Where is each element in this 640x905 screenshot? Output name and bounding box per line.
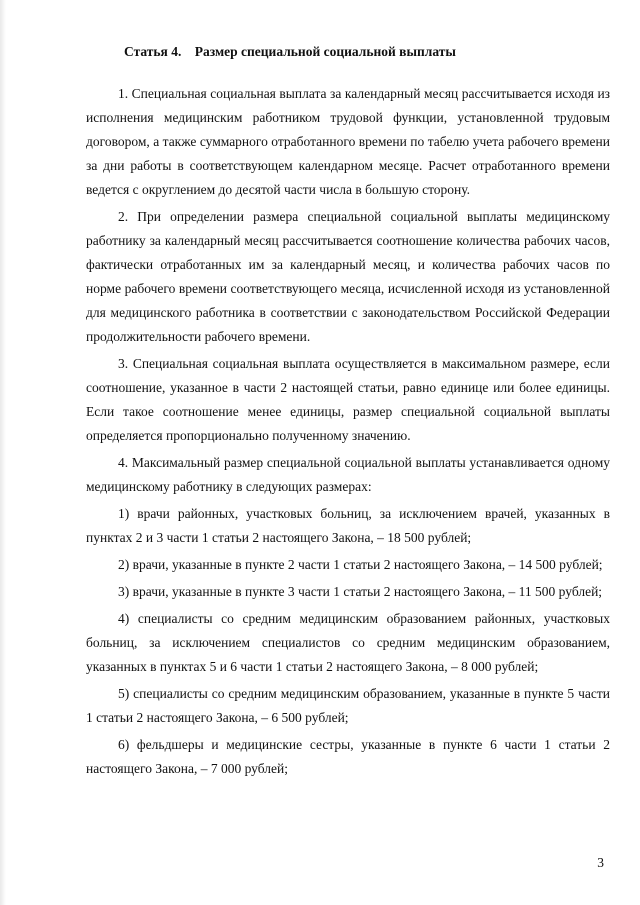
article-title: Размер специальной социальной выплаты — [194, 44, 456, 59]
list-item-5: 5) специалисты со средним медицинским образованием, указанные в пункте 5 части 1 статьи 2 настоящего Закона, – 6 500 рублей; — [86, 686, 610, 725]
scan-edge-shadow — [0, 0, 6, 905]
page-number: 3 — [597, 855, 604, 870]
list-item-4: 4) специалисты со средним медицинским образованием районных, участковых больниц, за исключением специалистов со средним медицинским образованием, указанных в пунктах 5 и 6 части 1 статьи 2 настоящего Закона, – 8 000 рублей; — [86, 611, 610, 674]
list-item-2: 2) врачи, указанные в пункте 2 части 1 статьи 2 настоящего Закона, – 14 500 рублей; — [118, 557, 603, 572]
article-body — [86, 82, 610, 781]
paragraph-part-3: 3. Специальная социальная выплата осуществляется в максимальном размере, если соотношение, указанное в части 2 настоящей статьи, равно единице или более единицы. Если такое соотношение менее единицы, размер специальной социальной выплаты определяется пропорционально полученному значению. — [86, 356, 610, 443]
paragraph-part-4: 4. Максимальный размер специальной социальной выплаты устанавливается одному медицинскому работнику в следующих размерах: — [86, 455, 610, 494]
list-item-3: 3) врачи, указанные в пункте 3 части 1 статьи 2 настоящего Закона, – 11 500 рублей; — [118, 584, 603, 599]
paragraph-part-2: 2. При определении размера специальной социальной выплаты медицинскому работнику за календарный месяц рассчитывается соотношение количества рабочих часов, фактически отработанных им за календарный месяц, и количества рабочих часов по норме рабочего времени соответствующего месяца, исчисленной исходя из установленной для медицинского работника в соответствии с законодательством Российской Федерации продолжительности рабочего времени. — [86, 209, 610, 344]
article-heading — [86, 42, 610, 62]
list-item-1: 1) врачи районных, участковых больниц, за исключением врачей, указанных в пунктах 2 и 3 части 1 статьи 2 настоящего Закона, – 18 500 рублей; — [86, 506, 610, 545]
paragraph-part-1: 1. Специальная социальная выплата за календарный месяц рассчитывается исходя из исполнения медицинским работником трудовой функции, установленной трудовым договором, а также суммарного отработанного времени по табелю учета рабочего времени за дни работы в соответствующем календарном месяце. Расчет отработанного времени ведется с округлением до десятой части числа в большую сторону. — [86, 86, 610, 197]
list-item-6: 6) фельдшеры и медицинские сестры, указанные в пункте 6 части 1 статьи 2 настоящего Закона, – 7 000 рублей; — [86, 737, 610, 776]
article-number: Статья 4. — [124, 44, 182, 59]
